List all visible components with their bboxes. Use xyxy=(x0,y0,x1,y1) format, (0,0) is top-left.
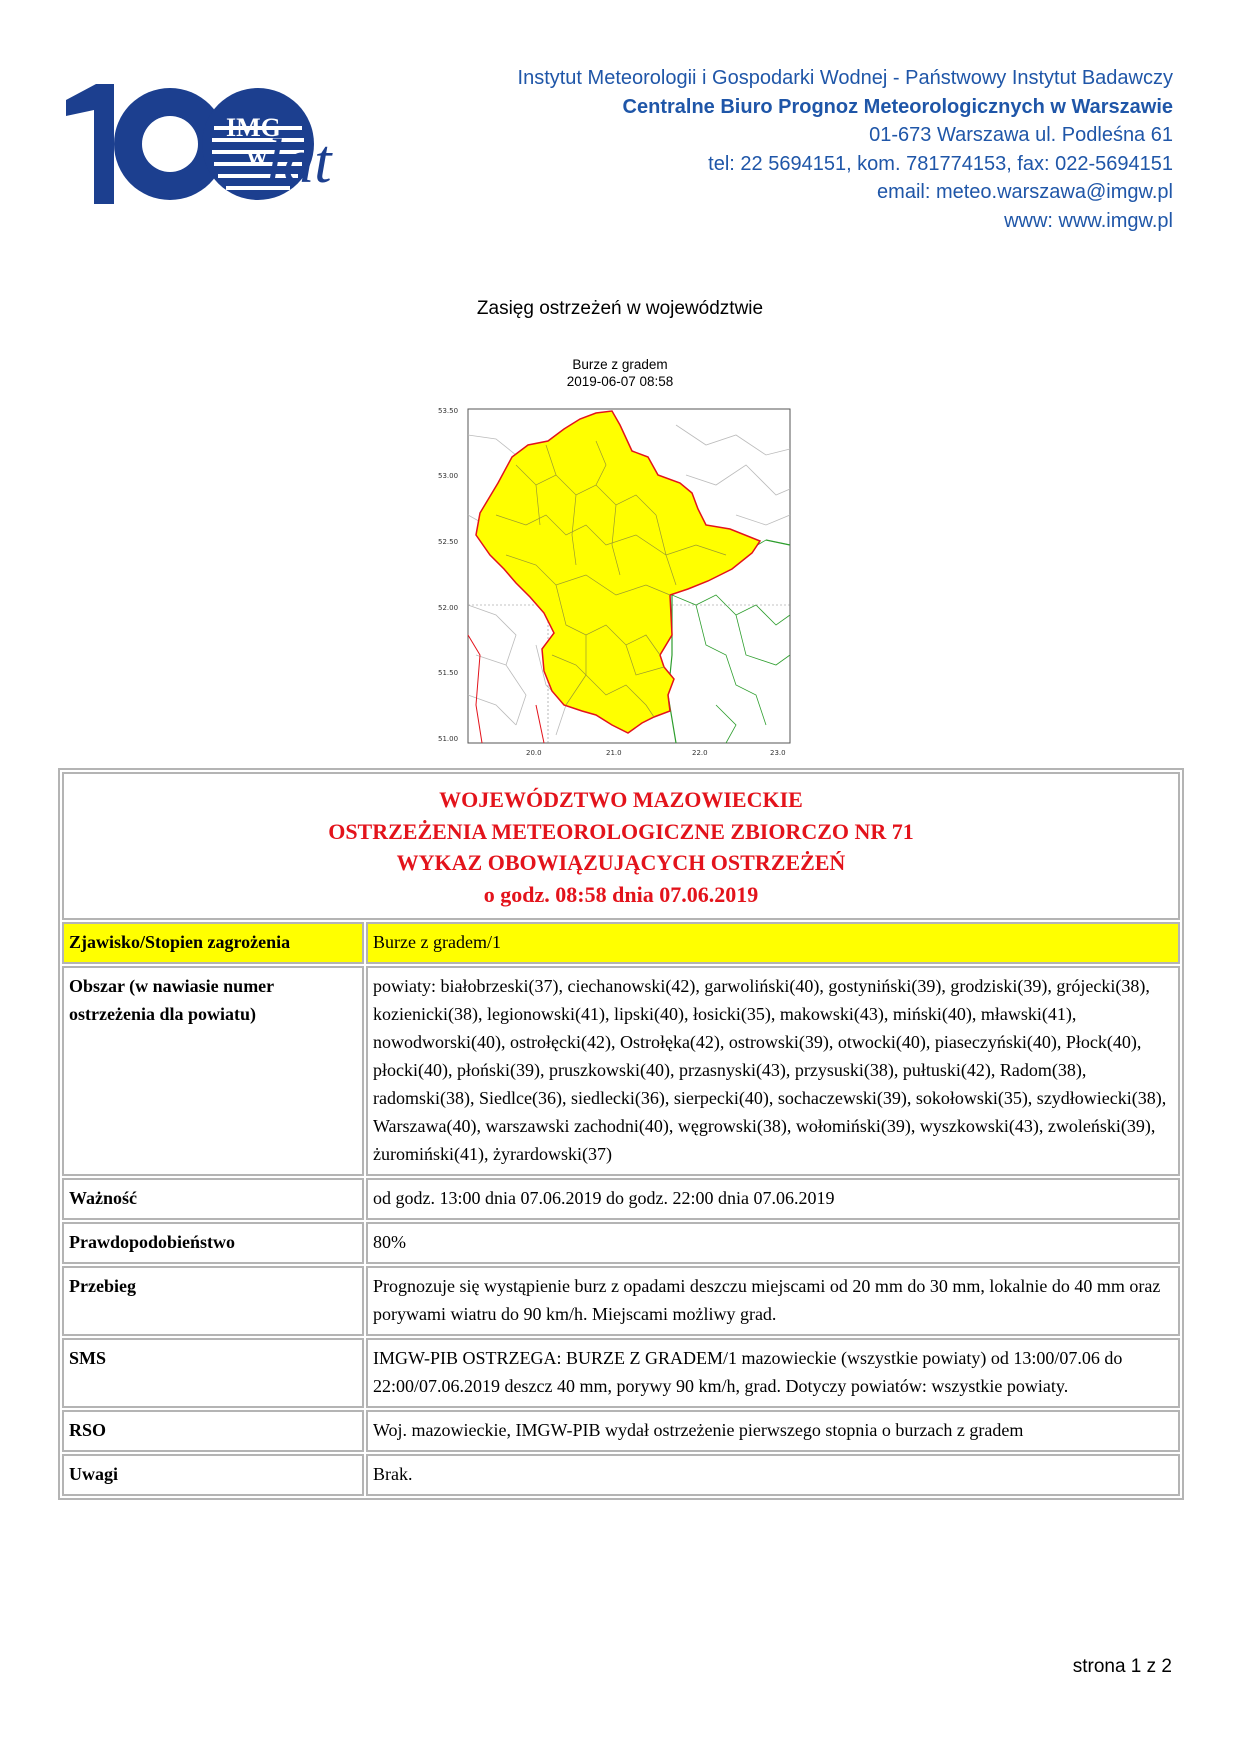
svg-text:W: W xyxy=(246,145,268,170)
lat-label: 52.50 xyxy=(438,538,459,546)
lat-label: 53.50 xyxy=(438,407,459,415)
table-row xyxy=(62,1222,1180,1264)
lon-label: 21.0 xyxy=(606,749,622,757)
address: 01-673 Warszawa ul. Podleśna 61 xyxy=(869,124,1173,146)
row-label: RSO xyxy=(62,1410,364,1452)
institute-header xyxy=(518,64,1173,235)
section-title: Zasięg ostrzeżeń w województwie xyxy=(476,298,764,319)
table-row xyxy=(62,966,1180,1176)
page-number: strona 1 z 2 xyxy=(1072,1656,1172,1677)
row-label: Prawdopodobieństwo xyxy=(62,1222,364,1264)
warning-map xyxy=(436,405,806,761)
lat-label: 51.50 xyxy=(438,669,459,677)
row-value: 80% xyxy=(366,1222,1180,1264)
lon-axis xyxy=(526,749,786,757)
row-label: Przebieg xyxy=(62,1266,364,1336)
map-title xyxy=(0,356,1240,390)
table-row xyxy=(62,922,1180,964)
row-value: Brak. xyxy=(366,1454,1180,1496)
table-row xyxy=(62,1454,1180,1496)
warning-title-line: WOJEWÓDZTWO MAZOWIECKIE xyxy=(439,787,803,812)
lat-label: 52.00 xyxy=(438,604,459,612)
lat-axis xyxy=(438,407,458,743)
row-label: Uwagi xyxy=(62,1454,364,1496)
website: www: www.imgw.pl xyxy=(1004,209,1173,232)
table-row xyxy=(62,1338,1180,1408)
row-label: Zjawisko/Stopien zagrożenia xyxy=(62,922,364,964)
warning-map-svg xyxy=(436,405,806,761)
row-value: Prognozuje się wystąpienie burz z opadami deszczu miejscami od 20 mm do 30 mm, lokalnie do 40 mm oraz porywami wiatru do 90 km/h. Miejscami możliwy grad. xyxy=(366,1266,1180,1336)
phone: tel: 22 5694151, kom. 781774153, fax: 022-5694151 xyxy=(708,152,1173,175)
warning-title xyxy=(62,772,1180,920)
warning-table xyxy=(58,768,1184,1500)
lat-label: 53.00 xyxy=(438,472,459,480)
imgw-100-lat-logo xyxy=(66,70,386,220)
row-value: Burze z gradem/1 xyxy=(366,922,1180,964)
lon-label: 23.0 xyxy=(770,749,786,757)
lon-label: 22.0 xyxy=(692,749,708,757)
row-label: Obszar (w nawiasie numer ostrzeżenia dla powiatu) xyxy=(62,966,364,1176)
bureau-name: Centralne Biuro Prognoz Meteorologicznych w Warszawie xyxy=(622,95,1173,118)
row-value: powiaty: białobrzeski(37), ciechanowski(42), garwoliński(40), gostyniński(39), grodziski(39), grójecki(38), kozienicki(38), legionowski(41), lipski(40), łosicki(35), makowski(43), miński(40), mławski(41), nowodworski(40), ostrołęcki(42), Ostrołęka(42), ostrowski(39), otwocki(40), piaseczyński(40), Płock(40), płocki(40), płoński(39), pruszkowski(40), przasnyski(43), przysuski(38), pułtuski(42), Radom(38), radomski(38), Siedlce(36), siedlecki(36), sierpecki(40), sochaczewski(39), sokołowski(35), szydłowiecki(38), Warszawa(40), warszawski zachodni(40), węgrowski(38), wołomiński(39), wyszkowski(43), zwoleński(39), żuromiński(41), żyrardowski(37) xyxy=(366,966,1180,1176)
warning-title-line: WYKAZ OBOWIĄZUJĄCYCH OSTRZEŻEŃ xyxy=(396,850,846,875)
warning-title-line: OSTRZEŻENIA METEOROLOGICZNE ZBIORCZO NR 71 xyxy=(328,818,914,844)
table-row xyxy=(62,1178,1180,1220)
lat-label: 51.00 xyxy=(438,735,459,743)
svg-text:IMG: IMG xyxy=(226,113,281,142)
table-row xyxy=(62,1266,1180,1336)
map-timestamp: 2019-06-07 08:58 xyxy=(566,374,674,389)
lon-label: 20.0 xyxy=(526,749,542,757)
institute-name: Instytut Meteorologii i Gospodarki Wodnej - Państwowy Instytut Badawczy xyxy=(517,67,1173,89)
row-value: IMGW-PIB OSTRZEGA: BURZE Z GRADEM/1 mazowieckie (wszystkie powiaty) od 13:00/07.06 do 22:00/07.06.2019 deszcz 40 mm, porywy 90 km/h, grad. Dotyczy powiatów: wszystkie powiaty. xyxy=(366,1338,1180,1408)
svg-text:lat: lat xyxy=(266,128,332,196)
row-value: od godz. 13:00 dnia 07.06.2019 do godz. 22:00 dnia 07.06.2019 xyxy=(366,1178,1180,1220)
warning-title-line: o godz. 08:58 dnia 07.06.2019 xyxy=(483,881,759,907)
row-label: Ważność xyxy=(62,1178,364,1220)
table-row xyxy=(62,1410,1180,1452)
row-value: Woj. mazowieckie, IMGW-PIB wydał ostrzeżenie pierwszego stopnia o burzach z gradem xyxy=(366,1410,1180,1452)
map-phenomenon: Burze z gradem xyxy=(572,357,668,372)
email: email: meteo.warszawa@imgw.pl xyxy=(877,181,1173,203)
row-label: SMS xyxy=(62,1338,364,1408)
